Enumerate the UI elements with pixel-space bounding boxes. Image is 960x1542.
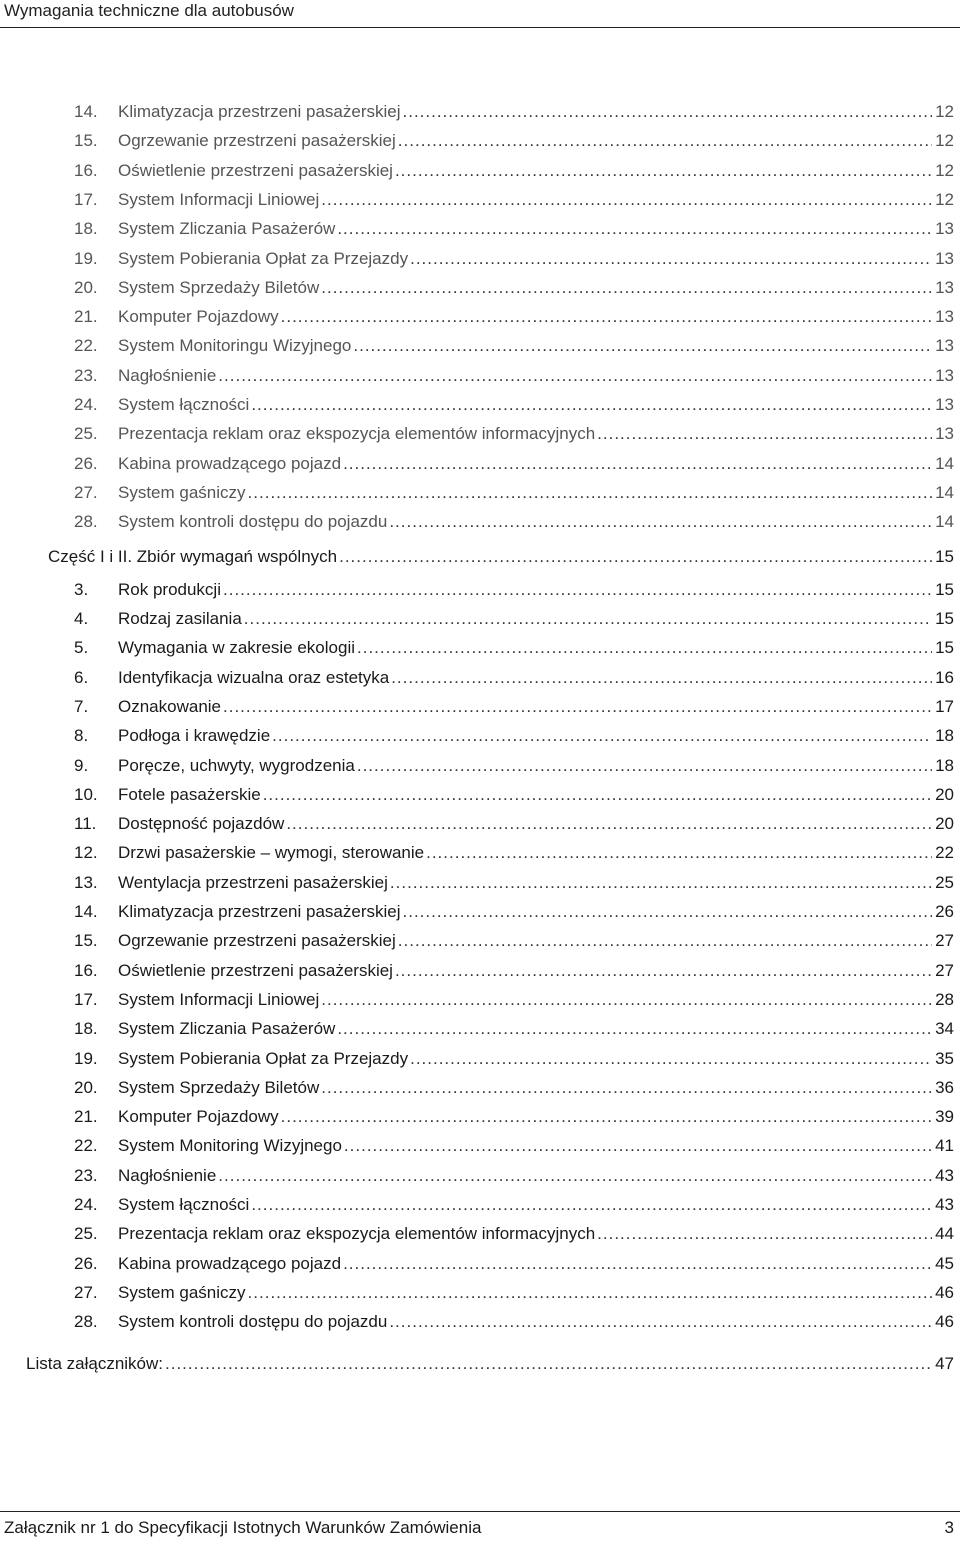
toc-entry-page: 15 xyxy=(935,609,954,628)
toc-entry[interactable] xyxy=(74,1250,954,1274)
toc-entry-number: 28. xyxy=(74,512,98,531)
toc-entry-number: 16. xyxy=(74,161,98,180)
toc-dot-leader xyxy=(286,814,932,834)
toc-dot-leader xyxy=(403,902,933,922)
toc-entry[interactable] xyxy=(74,1074,954,1098)
toc-entry-label: Wentylacja przestrzeni pasażerskiej xyxy=(118,873,388,892)
toc-entry-page: 46 xyxy=(935,1312,954,1331)
toc-entry-number: 25. xyxy=(74,1224,98,1243)
toc-entry-page: 13 xyxy=(935,249,954,268)
toc-entry-page: 27 xyxy=(935,931,954,950)
toc-dot-leader xyxy=(343,454,932,474)
toc-dot-leader xyxy=(281,307,932,327)
toc-entry[interactable] xyxy=(74,1308,954,1332)
toc-entry-page: 46 xyxy=(935,1283,954,1302)
toc-dot-leader xyxy=(390,873,932,893)
toc-entry-number: 27. xyxy=(74,1283,98,1302)
toc-entry-number: 12. xyxy=(74,843,98,862)
toc-dot-leader xyxy=(339,547,932,567)
toc-dot-leader xyxy=(395,961,932,981)
page-header-title: Wymagania techniczne dla autobusów xyxy=(4,1,294,20)
toc-dot-leader xyxy=(251,395,932,415)
toc-entry-label: System Sprzedaży Biletów xyxy=(118,1078,320,1097)
toc-entry-number: 23. xyxy=(74,366,98,385)
toc-entry-number: 18. xyxy=(74,1019,98,1038)
toc-entry-page: 14 xyxy=(935,454,954,473)
toc-entry[interactable] xyxy=(74,1103,954,1127)
toc-entry-label: System łączności xyxy=(118,1195,250,1214)
toc-entry[interactable] xyxy=(74,1162,954,1186)
toc-entry-label: Poręcze, uchwyty, wygrodzenia xyxy=(118,756,355,775)
toc-entry-number: 27. xyxy=(74,483,98,502)
toc-entry[interactable] xyxy=(26,1350,954,1374)
toc-entry[interactable] xyxy=(74,1015,954,1039)
toc-entry[interactable] xyxy=(74,420,954,444)
toc-entry-number: 25. xyxy=(74,424,98,443)
toc-entry-label: System Zliczania Pasażerów xyxy=(118,219,336,238)
toc-entry-label: System łączności xyxy=(118,395,250,414)
toc-dot-leader xyxy=(218,366,932,386)
toc-entry-page: 20 xyxy=(935,814,954,833)
toc-entry-label: Dostępność pojazdów xyxy=(118,814,285,833)
toc-entry-page: 28 xyxy=(935,990,954,1009)
toc-entry-label: Lista załączników: xyxy=(26,1354,164,1373)
toc-entry-number: 18. xyxy=(74,219,98,238)
toc-entry-number: 21. xyxy=(74,1107,98,1126)
toc-dot-leader xyxy=(321,990,932,1010)
toc-entry-page: 20 xyxy=(935,785,954,804)
toc-entry-label: Komputer Pojazdowy xyxy=(118,307,279,326)
toc-entry-label: System Informacji Liniowej xyxy=(118,190,320,209)
toc-dot-leader xyxy=(353,336,932,356)
toc-dot-leader xyxy=(357,756,932,776)
toc-dot-leader xyxy=(403,102,933,122)
toc-entry-number: 24. xyxy=(74,395,98,414)
toc-dot-leader xyxy=(337,1019,932,1039)
toc-entry-number: 20. xyxy=(74,1078,98,1097)
toc-dot-leader xyxy=(321,1078,932,1098)
toc-entry[interactable] xyxy=(74,450,954,474)
toc-entry-label: System Pobierania Opłat za Przejazdy xyxy=(118,249,409,268)
toc-entry-page: 18 xyxy=(935,756,954,775)
toc-entry-label: System Informacji Liniowej xyxy=(118,990,320,1009)
footer-page-number: 3 xyxy=(944,1518,954,1537)
toc-entry-label: Kabina prowadzącego pojazd xyxy=(118,1254,342,1273)
toc-entry-number: 16. xyxy=(74,961,98,980)
toc-entry[interactable] xyxy=(74,898,954,922)
toc-entry-label: Część I i II. Zbiór wymagań wspólnych xyxy=(48,547,338,566)
toc-entry-label: System Monitoringu Wizyjnego xyxy=(118,336,352,355)
toc-dot-leader xyxy=(244,609,932,629)
toc-entry-page: 35 xyxy=(935,1049,954,1068)
toc-entry-page: 27 xyxy=(935,961,954,980)
toc-dot-leader xyxy=(597,424,932,444)
toc-entry-number: 28. xyxy=(74,1312,98,1331)
toc-dot-leader xyxy=(398,931,932,951)
toc-entry[interactable] xyxy=(74,664,954,688)
toc-entry-number: 14. xyxy=(74,102,98,121)
toc-dot-leader xyxy=(597,1224,932,1244)
toc-entry-number: 20. xyxy=(74,278,98,297)
toc-entry-page: 34 xyxy=(935,1019,954,1038)
toc-entry[interactable] xyxy=(74,869,954,893)
toc-entry-label: Oświetlenie przestrzeni pasażerskiej xyxy=(118,961,393,980)
toc-entry-page: 12 xyxy=(935,102,954,121)
toc-entry-label: Oznakowanie xyxy=(118,697,222,716)
toc-entry-page: 12 xyxy=(935,190,954,209)
page-footer xyxy=(0,1511,960,1542)
toc-dot-leader xyxy=(321,190,932,210)
toc-entry-number: 10. xyxy=(74,785,98,804)
toc-dot-leader xyxy=(251,1195,932,1215)
toc-entry[interactable] xyxy=(74,752,954,776)
toc-entry-number: 6. xyxy=(74,668,89,687)
toc-entry[interactable] xyxy=(48,543,954,567)
toc-entry-page: 13 xyxy=(935,395,954,414)
toc-entry[interactable] xyxy=(74,693,954,717)
toc-entry-label: Rodzaj zasilania xyxy=(118,609,242,628)
toc-entry-page: 13 xyxy=(935,336,954,355)
toc-entry-label: System Zliczania Pasażerów xyxy=(118,1019,336,1038)
toc-entry[interactable] xyxy=(74,927,954,951)
toc-dot-leader xyxy=(395,161,932,181)
toc-entry-label: System Pobierania Opłat za Przejazdy xyxy=(118,1049,409,1068)
toc-entry[interactable] xyxy=(74,986,954,1010)
toc-entry-page: 18 xyxy=(935,726,954,745)
toc-entry-page: 41 xyxy=(935,1136,954,1155)
toc-entry[interactable] xyxy=(74,576,954,600)
toc-dot-leader xyxy=(223,697,932,717)
toc-entry-label: Fotele pasażerskie xyxy=(118,785,261,804)
toc-entry-number: 17. xyxy=(74,190,98,209)
toc-entry-page: 15 xyxy=(935,547,954,566)
toc-dot-leader xyxy=(218,1166,932,1186)
toc-entry-page: 26 xyxy=(935,902,954,921)
toc-entry[interactable] xyxy=(74,1220,954,1244)
toc-entry-page: 14 xyxy=(935,483,954,502)
toc-entry[interactable] xyxy=(74,127,954,151)
toc-entry[interactable] xyxy=(74,839,954,863)
toc-entry-page: 12 xyxy=(935,131,954,150)
toc-entry-label: System Sprzedaży Biletów xyxy=(118,278,320,297)
toc-entry-label: Kabina prowadzącego pojazd xyxy=(118,454,342,473)
toc-entry[interactable] xyxy=(74,274,954,298)
toc-entry-label: Ogrzewanie przestrzeni pasażerskiej xyxy=(118,931,396,950)
toc-dot-leader xyxy=(248,483,933,503)
toc-entry[interactable] xyxy=(74,1279,954,1303)
toc-entry-number: 26. xyxy=(74,1254,98,1273)
toc-dot-leader xyxy=(389,512,932,532)
toc-dot-leader xyxy=(337,219,932,239)
toc-entry-label: Klimatyzacja przestrzeni pasażerskiej xyxy=(118,902,401,921)
toc-entry-page: 13 xyxy=(935,278,954,297)
toc-dot-leader xyxy=(165,1354,932,1374)
toc-entry[interactable] xyxy=(74,810,954,834)
toc-entry[interactable] xyxy=(74,332,954,356)
toc-dot-leader xyxy=(410,249,932,269)
toc-dot-leader xyxy=(263,785,932,805)
toc-entry-page: 13 xyxy=(935,424,954,443)
toc-entry-number: 19. xyxy=(74,1049,98,1068)
toc-entry-label: Rok produkcji xyxy=(118,580,221,599)
toc-entry-number: 22. xyxy=(74,336,98,355)
toc-entry[interactable] xyxy=(74,634,954,658)
toc-entry-number: 8. xyxy=(74,726,89,745)
toc-entry-label: Komputer Pojazdowy xyxy=(118,1107,279,1126)
toc-entry-label: Ogrzewanie przestrzeni pasażerskiej xyxy=(118,131,396,150)
toc-dot-leader xyxy=(410,1049,932,1069)
toc-dot-leader xyxy=(248,1283,933,1303)
toc-entry-label: Klimatyzacja przestrzeni pasażerskiej xyxy=(118,102,401,121)
toc-entry[interactable] xyxy=(74,1045,954,1069)
toc-entry[interactable] xyxy=(74,215,954,239)
toc-entry-number: 26. xyxy=(74,454,98,473)
toc-entry-label: Prezentacja reklam oraz ekspozycja elementów informacyjnych xyxy=(118,1224,596,1243)
toc-entry[interactable] xyxy=(74,303,954,327)
toc-entry-page: 47 xyxy=(935,1354,954,1373)
toc-entry-page: 15 xyxy=(935,580,954,599)
toc-entry-number: 4. xyxy=(74,609,89,628)
toc-entry[interactable] xyxy=(74,98,954,122)
toc-entry-number: 9. xyxy=(74,756,89,775)
toc-entry-number: 13. xyxy=(74,873,98,892)
toc-entry[interactable] xyxy=(74,1191,954,1215)
toc-entry-label: Identyfikacja wizualna oraz estetyka xyxy=(118,668,390,687)
toc-dot-leader xyxy=(357,638,932,658)
toc-entry[interactable] xyxy=(74,1132,954,1156)
toc-entry-page: 39 xyxy=(935,1107,954,1126)
toc-entry-label: Podłoga i krawędzie xyxy=(118,726,271,745)
toc-entry[interactable] xyxy=(74,605,954,629)
toc-entry-label: System Monitoring Wizyjnego xyxy=(118,1136,342,1155)
toc-entry-label: Prezentacja reklam oraz ekspozycja elementów informacyjnych xyxy=(118,424,596,443)
toc-entry-label: System gaśniczy xyxy=(118,483,246,502)
toc-dot-leader xyxy=(321,278,932,298)
toc-entry-page: 15 xyxy=(935,638,954,657)
toc-dot-leader xyxy=(426,843,932,863)
toc-entry[interactable] xyxy=(74,362,954,386)
toc-entry-number: 11. xyxy=(74,814,97,833)
toc-entry-label: System kontroli dostępu do pojazdu xyxy=(118,1312,388,1331)
toc-entry-page: 13 xyxy=(935,219,954,238)
toc-entry[interactable] xyxy=(74,391,954,415)
toc-entry[interactable] xyxy=(74,479,954,503)
page-header xyxy=(0,0,960,28)
toc-entry-number: 14. xyxy=(74,902,98,921)
toc-dot-leader xyxy=(344,1136,932,1156)
toc-entry[interactable] xyxy=(74,245,954,269)
toc-entry[interactable] xyxy=(74,781,954,805)
toc-entry-page: 36 xyxy=(935,1078,954,1097)
toc-entry-page: 14 xyxy=(935,512,954,531)
toc-entry-number: 22. xyxy=(74,1136,98,1155)
toc-entry-label: Wymagania w zakresie ekologii xyxy=(118,638,356,657)
toc-entry-label: System gaśniczy xyxy=(118,1283,246,1302)
toc-entry-page: 12 xyxy=(935,161,954,180)
toc-entry-label: System kontroli dostępu do pojazdu xyxy=(118,512,388,531)
toc-entry-page: 43 xyxy=(935,1166,954,1185)
toc-dot-leader xyxy=(398,131,932,151)
toc-entry-number: 23. xyxy=(74,1166,98,1185)
toc-entry-label: Nagłośnienie xyxy=(118,366,217,385)
toc-entry[interactable] xyxy=(74,957,954,981)
toc-entry-number: 19. xyxy=(74,249,98,268)
toc-entry-page: 25 xyxy=(935,873,954,892)
toc-entry-number: 7. xyxy=(74,697,89,716)
toc-entry-number: 5. xyxy=(74,638,89,657)
toc-entry-number: 15. xyxy=(74,131,98,150)
toc-entry-page: 44 xyxy=(935,1224,954,1243)
toc-entry-number: 21. xyxy=(74,307,98,326)
toc-dot-leader xyxy=(223,580,932,600)
toc-entry[interactable] xyxy=(74,186,954,210)
toc-dot-leader xyxy=(391,668,932,688)
toc-entry-page: 22 xyxy=(935,843,954,862)
toc-entry-number: 24. xyxy=(74,1195,98,1214)
toc-dot-leader xyxy=(272,726,932,746)
toc-entry-page: 43 xyxy=(935,1195,954,1214)
toc-dot-leader xyxy=(343,1254,932,1274)
toc-entry-page: 13 xyxy=(935,366,954,385)
toc-entry-number: 17. xyxy=(74,990,98,1009)
toc-entry-page: 45 xyxy=(935,1254,954,1273)
toc-entry-number: 15. xyxy=(74,931,98,950)
toc-entry-label: Drzwi pasażerskie – wymogi, sterowanie xyxy=(118,843,425,862)
toc-dot-leader xyxy=(281,1107,932,1127)
toc-dot-leader xyxy=(389,1312,932,1332)
toc-entry-page: 17 xyxy=(935,697,954,716)
toc-entry-page: 16 xyxy=(935,668,954,687)
footer-text: Załącznik nr 1 do Specyfikacji Istotnych Warunków Zamówienia xyxy=(4,1518,482,1537)
toc-entry-label: Oświetlenie przestrzeni pasażerskiej xyxy=(118,161,393,180)
toc-entry[interactable] xyxy=(74,157,954,181)
toc-entry[interactable] xyxy=(74,508,954,532)
toc-entry[interactable] xyxy=(74,722,954,746)
toc-entry-label: Nagłośnienie xyxy=(118,1166,217,1185)
toc-entry-page: 13 xyxy=(935,307,954,326)
toc-entry-number: 3. xyxy=(74,580,89,599)
